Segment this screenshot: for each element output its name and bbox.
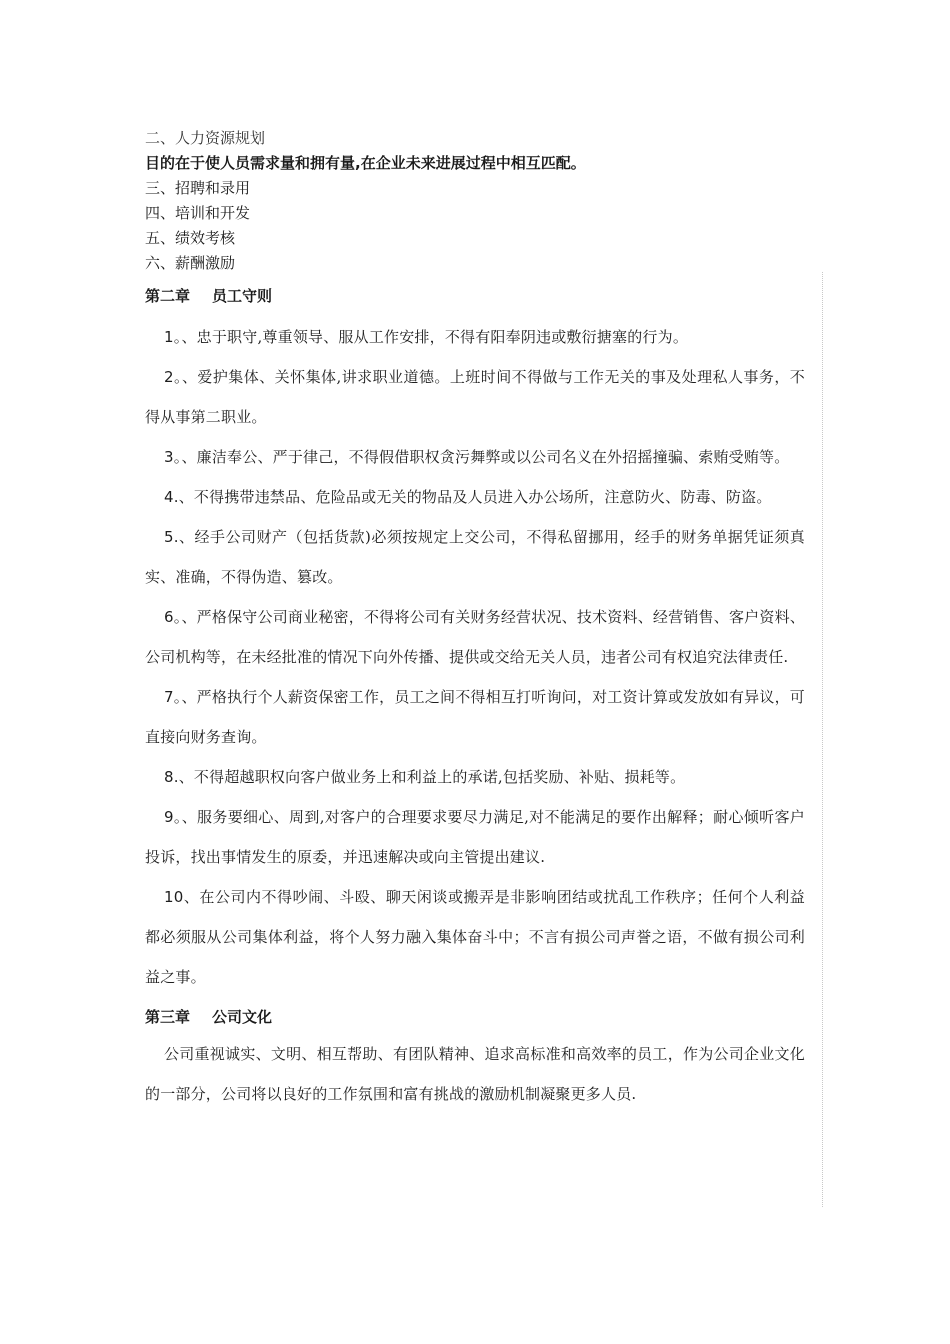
rule-9 bbox=[145, 797, 805, 877]
chapter-2-title: 员工守则 bbox=[212, 287, 273, 305]
section-compensation: 六、薪酬激励 bbox=[145, 254, 236, 272]
rule-4 bbox=[145, 477, 805, 517]
chapter-2-number: 第二章 bbox=[145, 287, 191, 305]
rule-number: 3。 bbox=[164, 448, 182, 466]
rule-number: 7。 bbox=[164, 688, 182, 706]
rule-text: 、爱护集体、关怀集体,讲求职业道德。上班时间不得做与工作无关的事及处理私人事务，不得从事第二职业。 bbox=[145, 368, 805, 426]
chapter-3-number: 第三章 bbox=[145, 1008, 191, 1026]
rule-2 bbox=[145, 357, 805, 437]
rule-6 bbox=[145, 597, 805, 677]
section-training: 四、培训和开发 bbox=[145, 204, 251, 222]
rule-number: 1。 bbox=[164, 328, 182, 346]
section-hr-planning-purpose: 目的在于使人员需求量和拥有量,在企业未来进展过程中相互匹配。 bbox=[145, 154, 586, 172]
chapter-3-title: 公司文化 bbox=[212, 1008, 273, 1026]
rule-number: 5. bbox=[164, 528, 179, 546]
rule-number: 9。 bbox=[164, 808, 182, 826]
section-performance: 五、绩效考核 bbox=[145, 229, 236, 247]
rule-text: 、严格执行个人薪资保密工作，员工之间不得相互打听询问，对工资计算或发放如有异议，可直接向财务查询。 bbox=[145, 688, 805, 746]
rule-number: 10 bbox=[164, 888, 184, 906]
chapter-2-heading bbox=[145, 284, 805, 309]
rule-1 bbox=[145, 317, 805, 357]
section-recruitment: 三、招聘和录用 bbox=[145, 179, 251, 197]
rule-10 bbox=[145, 877, 805, 997]
rule-3 bbox=[145, 437, 805, 477]
rule-text: 、不得携带违禁品、危险品或无关的物品及人员进入办公场所，注意防火、防毒、防盗。 bbox=[178, 488, 772, 506]
rule-7 bbox=[145, 677, 805, 757]
rule-text: 、经手公司财产（包括货款)必须按规定上交公司，不得私留挪用，经手的财务单据凭证须真实、准确，不得伪造、篡改。 bbox=[145, 528, 805, 586]
company-culture-paragraph: 公司重视诚实、文明、相互帮助、有团队精神、追求高标准和高效率的员工，作为公司企业文化的一部分，公司将以良好的工作氛围和富有挑战的激励机制凝聚更多人员. bbox=[145, 1045, 805, 1103]
rule-number: 8. bbox=[164, 768, 179, 786]
chapter-3-heading bbox=[145, 1005, 805, 1030]
margin-rule bbox=[822, 272, 823, 1207]
rule-number: 4. bbox=[164, 488, 179, 506]
rule-8 bbox=[145, 757, 805, 797]
rule-number: 2。 bbox=[164, 368, 182, 386]
rule-text: 、在公司内不得吵闹、斗殴、聊天闲谈或搬弄是非影响团结或扰乱工作秩序；任何个人利益都必须服从公司集体利益，将个人努力融入集体奋斗中；不言有损公司声誉之语，不做有损公司利益之事。 bbox=[145, 888, 805, 986]
rule-text: 、廉洁奉公、严于律己，不得假借职权贪污舞弊或以公司名义在外招摇撞骗、索贿受贿等。 bbox=[181, 448, 790, 466]
rule-5 bbox=[145, 517, 805, 597]
rule-text: 、忠于职守,尊重领导、服从工作安排，不得有阳奉阴违或敷衍搪塞的行为。 bbox=[181, 328, 689, 346]
section-hr-planning: 二、人力资源规划 bbox=[145, 129, 266, 147]
rule-number: 6。 bbox=[164, 608, 182, 626]
rule-text: 、服务要细心、周到,对客户的合理要求要尽力满足,对不能满足的要作出解释；耐心倾听客户投诉，找出事情发生的原委，并迅速解决或向主管提出建议. bbox=[145, 808, 805, 866]
document-body bbox=[145, 126, 805, 1114]
rule-text: 、不得超越职权向客户做业务上和利益上的承诺,包括奖励、补贴、损耗等。 bbox=[178, 768, 686, 786]
rule-text: 、严格保守公司商业秘密，不得将公司有关财务经营状况、技术资料、经营销售、客户资料、公司机构等，在未经批准的情况下向外传播、提供或交给无关人员，违者公司有权追究法律责任. bbox=[145, 608, 805, 666]
